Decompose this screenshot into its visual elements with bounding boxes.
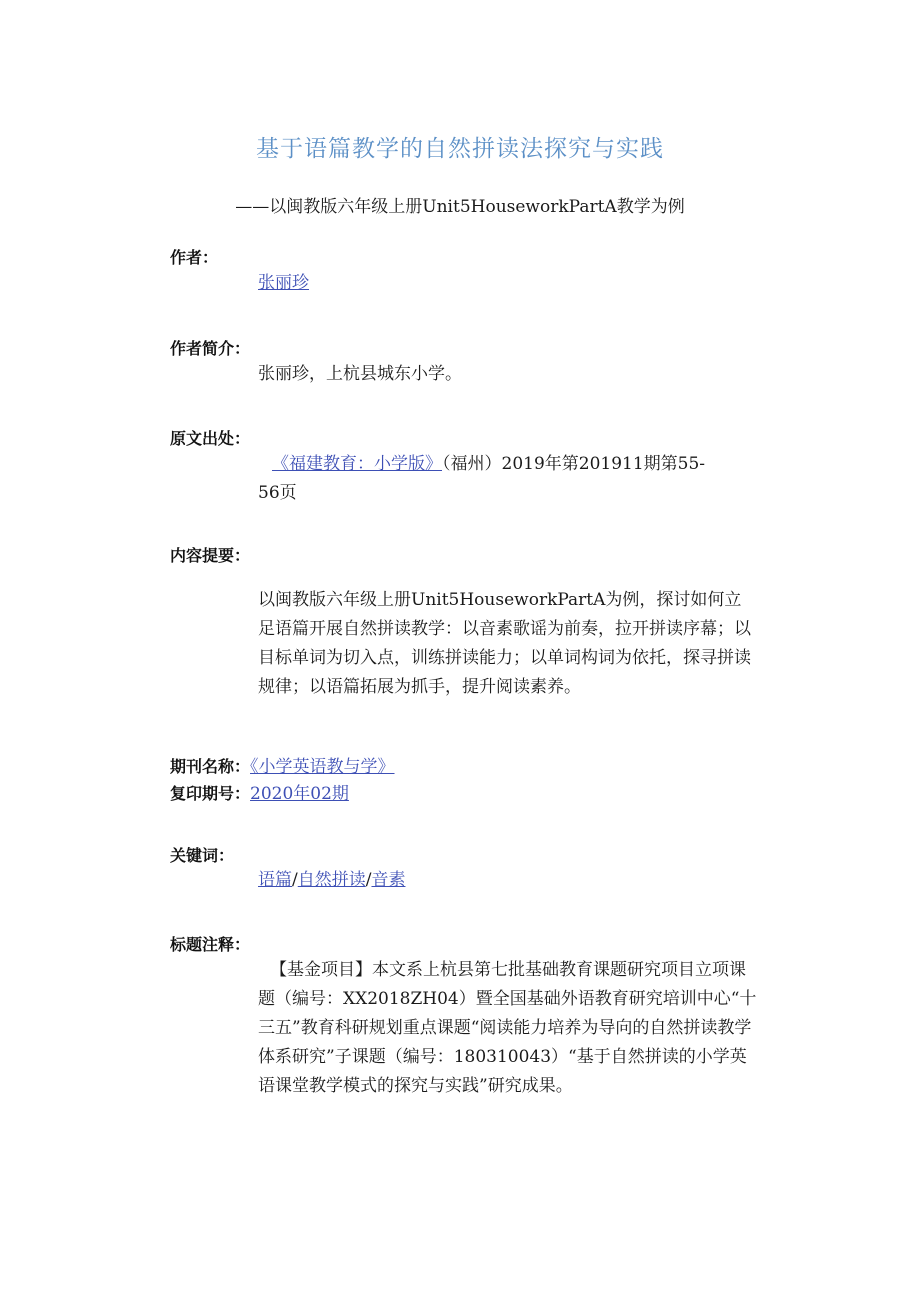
source-journal-link[interactable]: 《福建教育：小学版》	[272, 454, 442, 474]
author-intro-text: 张丽珍，上杭县城东小学。	[258, 364, 462, 384]
title-note-label: 标题注释：	[170, 935, 251, 954]
reprint-link[interactable]: 2020年02期	[250, 784, 349, 804]
keyword-link[interactable]: 自然拼读	[297, 870, 366, 890]
keyword-link[interactable]: 音素	[371, 870, 406, 890]
keyword-link[interactable]: 语篇	[258, 870, 292, 890]
article-subtitle: ——以闽教版六年级上册Unit5HouseworkPartA教学为例	[235, 197, 685, 217]
title-note-text: 【基金项目】本文系上杭县第七批基础教育课题研究项目立项课题（编号：XX2018ZH04）暨全国基础外语教育研究培训中心“十三五”教育科研规划重点课题“阅读能力培养为导向的自然拼读教学体系研究”子课题（编号：180310043）“基于自然拼读的小学英语课堂教学模式的探究与实践”研究成果。	[258, 960, 757, 1096]
abstract-label: 内容提要：	[170, 546, 251, 565]
reprint-row	[170, 779, 349, 804]
source-line-2: 56页	[258, 483, 297, 503]
abstract-text: 以闽教版六年级上册Unit5HouseworkPartA为例，探讨如何立足语篇开展自然拼读教学：以音素歌谣为前奏，拉开拼读序幕；以目标单词为切入点，训练拼读能力；以单词构词为依托，探寻拼读规律；以语篇拓展为抓手，提升阅读素养。	[258, 590, 751, 697]
journal-label: 期刊名称：	[170, 757, 251, 776]
journal-link[interactable]: 《小学英语教与学》	[250, 757, 395, 777]
keywords-list	[258, 866, 405, 895]
author-intro-label: 作者简介：	[170, 339, 251, 358]
source-detail: （福州）2019年第201911期第55-	[442, 454, 706, 474]
author-value	[258, 269, 309, 298]
author-link[interactable]: 张丽珍	[258, 273, 309, 293]
journal-row	[170, 752, 395, 777]
reprint-label: 复印期号：	[170, 784, 251, 803]
keywords-label: 关键词：	[170, 846, 235, 865]
source-line-1	[272, 450, 705, 479]
source-label: 原文出处：	[170, 429, 251, 448]
keyword-separator: /	[292, 870, 298, 890]
article-title: 基于语篇教学的自然拼读法探究与实践	[256, 136, 664, 162]
keyword-separator: /	[365, 870, 372, 890]
author-label: 作者：	[170, 248, 219, 267]
